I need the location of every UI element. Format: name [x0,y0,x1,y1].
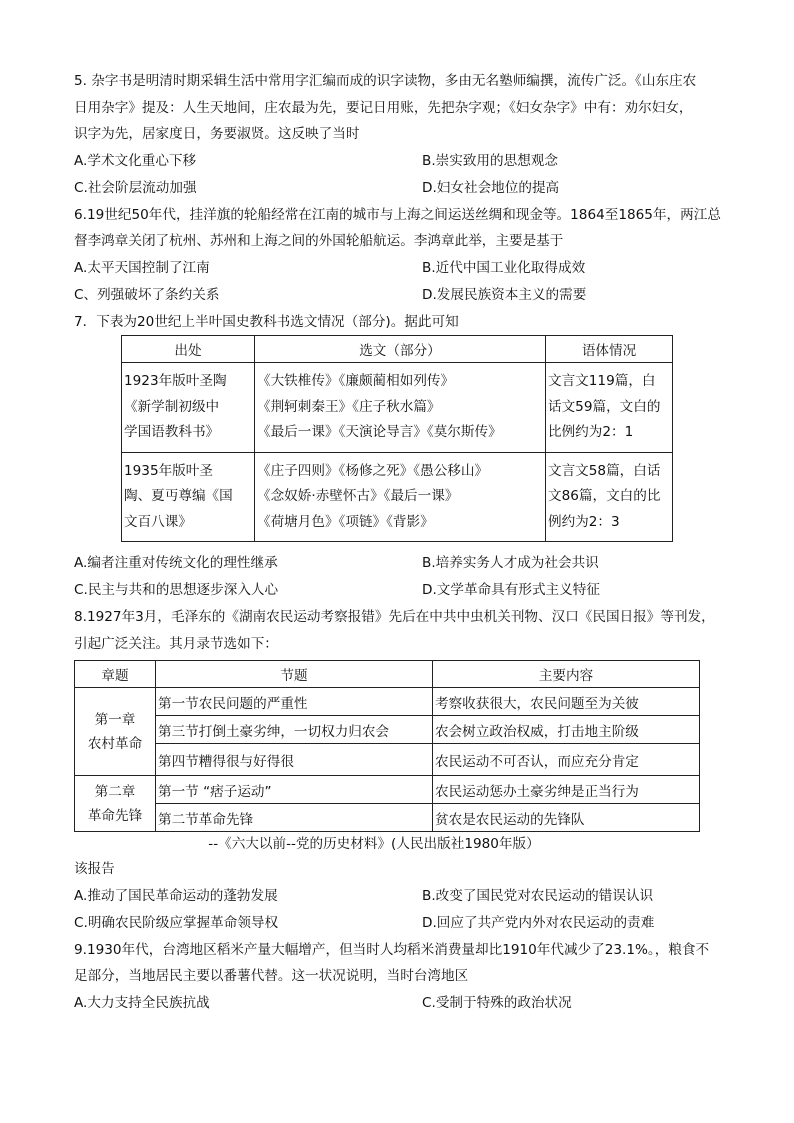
question-7 [74,309,724,605]
q5-stem-line: 日用杂字》提及：人生天地间，庄农最为先，要记日用账，先把杂字观；《妇女杂字》中有：劝尔妇女， [74,99,693,116]
cell-line: 学国语教科书》 [124,424,220,440]
cell-line: 农村革命 [87,735,143,752]
q8-header-chapter: 章题 [75,661,156,688]
q5-options-row [74,175,724,202]
exam-page [74,68,724,1017]
q7-cell-texts [255,452,546,542]
q6-option-d[interactable]: D.发展民族资本主义的需要 [422,286,587,303]
q7-cell-texts [255,363,546,453]
q6-option-b[interactable]: B.近代中国工业化取得成效 [422,259,586,276]
table-row [75,776,700,804]
table-row [75,688,700,716]
q7-cell-source [122,452,255,542]
q7-table [121,335,673,542]
q8-cell-chapter [75,776,156,832]
q8-cell-content: 农民运动不可否认，而应充分肯定 [433,744,700,776]
question-8 [74,604,724,937]
q8-header-content: 主要内容 [433,661,700,688]
question-6 [74,202,724,309]
cell-line: 例约为2：3 [548,513,620,530]
q6-option-c[interactable]: C、列强破坏了条约关系 [74,286,220,303]
q5-stem-line: 识字为先，居家度日，务要淑贤。这反映了当时 [74,126,360,142]
q6-stem-line: 6.19世纪50年代，挂洋旗的轮船经常在江南的城市与上海之间运送丝绸和现金等。1864至1865年，两江总 [74,206,721,223]
cell-line: 第一章 [94,711,136,728]
q7-cell-style [546,363,673,453]
table-row [75,744,700,776]
table-row [75,716,700,744]
cell-line: 第二章 [94,783,136,800]
cell-line: 陶、夏丏尊编《国 [124,488,233,504]
cell-line: 《庄子四则》《杨修之死》《愚公移山》 [257,462,489,479]
cell-line: 文言文119篇，白 [548,373,656,389]
q9-stem-line: 足部分，当地居民主要以番薯代替。这一状况说明，当时台湾地区 [74,968,469,984]
q6-stem-line: 督李鸿章关闭了杭州、苏州和上海之间的外国轮船航运。李鸿章此举，主要是基于 [74,233,564,249]
q7-option-b[interactable]: B.培养实务人才成为社会共识 [422,555,599,571]
q8-cell-chapter [75,688,156,776]
cell-line: 《荷塘月色》《项链》《背影》 [257,513,434,530]
q9-option-a[interactable]: A.大力支持全民族抗战 [74,994,210,1011]
cell-line: 文百八课》 [124,513,192,530]
q8-cell-section: 第一节农民问题的严重性 [156,688,433,716]
q8-option-c[interactable]: C.明确农民阶级应掌握革命领导权 [74,914,279,931]
question-9 [74,937,724,1017]
q7-option-d[interactable]: D.文学革命具有形式主义特征 [422,582,600,598]
q7-options-row [74,550,724,577]
q7-cell-style [546,452,673,542]
q7-header-style: 语体情况 [546,336,673,363]
q7-option-a[interactable]: A.编者注重对传统文化的理性继承 [74,555,278,571]
cell-line: 比例约为2：1 [548,424,634,440]
q8-cell-content: 贫农是农民运动的先锋队 [433,804,700,832]
q5-option-d[interactable]: D.妇女社会地位的提高 [422,179,560,196]
cell-line: 1935年版叶圣 [124,462,213,479]
table-row [122,363,673,453]
q8-option-d[interactable]: D.回应了共产党内外对农民运动的责难 [422,914,655,931]
q8-options-row [74,910,724,937]
q8-cell-section: 第一节 “痞子运动” [156,776,433,804]
q8-header-section: 节题 [156,661,433,688]
cell-line: 《新学制初级中 [124,398,220,415]
q8-options-row [74,883,724,910]
q7-option-c[interactable]: C.民主与共和的思想逐步深入人心 [74,582,279,598]
cell-line: 《最后一课》《天演论导言》《莫尔斯传》 [257,424,502,440]
q8-lead: 该报告 [74,861,115,877]
cell-line: 《念奴娇·赤壁怀古》《最后一课》 [257,488,459,504]
q7-table-header-row [122,336,673,363]
q5-stem-line: 5. 杂字书是明清时期采辑生活中常用字汇编而成的识字读物，多由无名塾师编撰，流传广泛。《山东庄农 [74,73,697,89]
q7-header-source: 出处 [122,336,255,363]
q6-options-row [74,282,724,309]
q8-cell-section: 第三节打倒土豪劣绅，一切权力归农会 [156,716,433,744]
q7-options-row [74,577,724,604]
q7-header-texts: 选文（部分） [255,336,546,363]
q7-cell-source [122,363,255,453]
q9-option-c[interactable]: C.受制于特殊的政治状况 [422,994,572,1011]
q7-stem: 7．下表为20世纪上半叶国史教科书选文情况（部分)。据此可知 [74,313,459,330]
cell-line: 话文59篇，文白的 [548,398,661,415]
table-row [75,804,700,832]
cell-line: 《大铁椎传》《廉颇蔺相如列传》 [257,373,455,389]
q9-stem-line: 9.1930年代，台湾地区稻米产量大幅增产，但当时人均稻米消费量却比1910年代减少了23.1%。，粮食不 [74,941,710,958]
q8-stem-line: 引起广泛关注。其月录节选如下： [74,635,278,652]
question-5 [74,68,724,202]
q8-stem-line: 8.1927年3月，毛泽东的《湖南农民运动考察报错》先后在中共中虫机关刊物、汉口《民国日报》等刊发， [74,609,715,625]
q8-cell-section: 第四节糟得很与好得很 [156,744,433,776]
q8-option-b[interactable]: B.改变了国民党对农民运动的错误认识 [422,887,654,904]
q5-option-a[interactable]: A.学术文化重心下移 [74,152,197,169]
table-row [122,452,673,542]
q9-options-row [74,990,724,1017]
cell-line: 1923年版叶圣陶 [124,373,227,389]
cell-line: 《荆轲刺秦王》《庄子秋水篇》 [257,398,441,415]
q6-options-row [74,255,724,282]
q6-option-a[interactable]: A.太平天国控制了江南 [74,259,210,276]
cell-line: 文言文58篇，白话 [548,462,661,479]
q8-table-header-row [75,661,700,688]
q5-option-c[interactable]: C.社会阶层流动加强 [74,179,197,196]
q5-options-row [74,148,724,175]
q8-cell-section: 第二节革命先锋 [156,804,433,832]
q5-option-b[interactable]: B.崇实致用的思想观念 [422,152,558,169]
q8-table [74,660,700,832]
q8-cell-content: 农民运动惩办土豪劣绅是正当行为 [433,776,700,804]
cell-line: 文86篇，文白的比 [548,488,661,504]
cell-line: 革命先锋 [87,807,143,824]
q8-cell-content: 考察收获很大，农民问题至为关彼 [433,688,700,716]
q8-table-source: --《六大以前--党的历史材料》(人民出版社1980年版） [208,836,540,852]
q8-option-a[interactable]: A.推动了国民革命运动的蓬勃发展 [74,887,278,904]
q8-cell-content: 农会树立政治权威，打击地主阶级 [433,716,700,744]
